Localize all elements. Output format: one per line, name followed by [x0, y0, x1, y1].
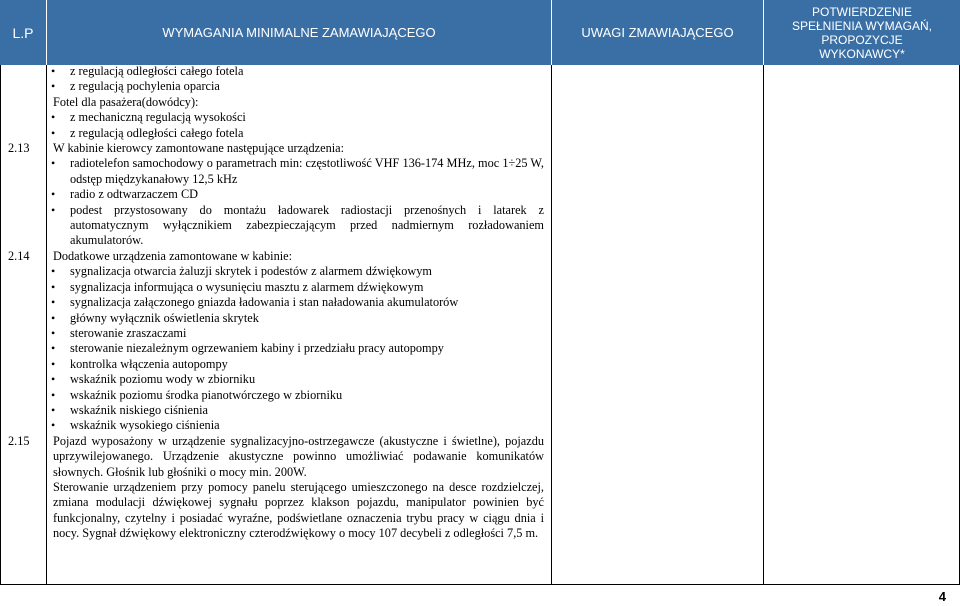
- header-confirmation-line: SPEŁNIENIA WYMAGAŃ,: [791, 18, 933, 33]
- header-lp: L.P: [0, 0, 46, 65]
- section-2-15: [0, 434, 552, 542]
- section-title: W kabinie kierowcy zamontowane następujące urządzenia:: [53, 141, 345, 156]
- list-item: • z regulacją pochylenia oparcia: [51, 79, 544, 94]
- list-item: • podest przystosowany do montażu ładowarek radiostacji przenośnych i latarek z automatycznym wyłącznikiem zabezpieczającym przed nadmiernym rozładowaniem akumulatorów.: [51, 203, 544, 249]
- section-number: 2.15: [8, 433, 30, 448]
- list-item: • wskaźnik wysokiego ciśnienia: [51, 418, 544, 433]
- section-2-13: [0, 141, 552, 249]
- list-item: • radio z odtwarzaczem CD: [51, 187, 544, 202]
- column-confirmation: [764, 65, 960, 585]
- header-requirements: WYMAGANIA MINIMALNE ZAMAWIAJĄCEGO: [47, 0, 551, 65]
- header-confirmation-line: POTWIERDZENIE: [811, 4, 912, 19]
- header-remarks: UWAGI ZMAWIAJĄCEGO: [552, 0, 763, 65]
- requirements-content: [0, 64, 552, 542]
- section-number: 2.14: [8, 248, 30, 263]
- list-item: • sygnalizacja informująca o wysunięciu masztu z alarmem dźwiękowym: [51, 280, 544, 295]
- list-item: • sygnalizacja załączonego gniazda ładowania i stan naładowania akumulatorów: [51, 295, 544, 310]
- list-item: • sterowanie niezależnym ogrzewaniem kabiny i przedziału pracy autopompy: [51, 341, 544, 356]
- header-confirmation-line: PROPOZYCJE: [821, 32, 903, 47]
- column-remarks: [552, 65, 764, 585]
- section-items: [0, 156, 552, 248]
- seat-passenger-list: [0, 110, 552, 141]
- header-confirmation-line: WYKONAWCY*: [819, 46, 905, 61]
- list-item: • wskaźnik niskiego ciśnienia: [51, 403, 544, 418]
- section-2-14: [0, 249, 552, 434]
- passenger-seat-label: Fotel dla pasażera(dowódcy):: [53, 94, 199, 109]
- seat-driver-list: [0, 64, 552, 95]
- page-number: 4: [938, 589, 946, 604]
- list-item: • sygnalizacja otwarcia żaluzji skrytek i podestów z alarmem dźwiękowym: [51, 264, 544, 279]
- list-item: • wskaźnik poziomu wody w zbiorniku: [51, 372, 544, 387]
- header-confirmation: [764, 0, 960, 65]
- list-item: • kontrolka włączenia autopompy: [51, 357, 544, 372]
- list-item: • główny wyłącznik oświetlenia skrytek: [51, 311, 544, 326]
- list-item: • z mechaniczną regulacją wysokości: [51, 110, 544, 125]
- list-item: • sterowanie zraszaczami: [51, 326, 544, 341]
- list-item: • z regulacją odległości całego fotela: [51, 126, 544, 141]
- section-paragraph: Sterowanie urządzeniem przy pomocy panelu sterującego umieszczonego na desce rozdzielczej, zmiana modulacji dźwiękowej sygnału poprzez klakson pojazdu, manipulator powinien być funkcjonalny, czytelny i posiadać wyraźne, podświetlane oznaczenia trybu pracy w ciągu dnia i nocy. Sygnał dźwiękowy elektroniczny czterodźwiękowy o mocy 107 decybeli z odległości 7,5 m.: [53, 479, 544, 541]
- list-item: • radiotelefon samochodowy o parametrach min: częstotliwość VHF 136-174 MHz, moc 1÷25 W, odstęp międzykanałowy 12,5 kHz: [51, 156, 544, 187]
- list-item: • wskaźnik poziomu środka pianotwórczego w zbiorniku: [51, 388, 544, 403]
- section-number: 2.13: [8, 141, 30, 156]
- section-items: [0, 264, 552, 433]
- section-title: Dodatkowe urządzenia zamontowane w kabinie:: [53, 248, 293, 263]
- section-paragraph: Pojazd wyposażony w urządzenie sygnalizacyjno-ostrzegawcze (akustyczne i świetlne), pojazdu uprzywilejowanego. Urządzenie akustyczne powinno umożliwiać podawanie komunikatów słownych. Głośnik lub głośniki o mocy min. 200W.: [53, 433, 544, 479]
- list-item: • z regulacją odległości całego fotela: [51, 64, 544, 79]
